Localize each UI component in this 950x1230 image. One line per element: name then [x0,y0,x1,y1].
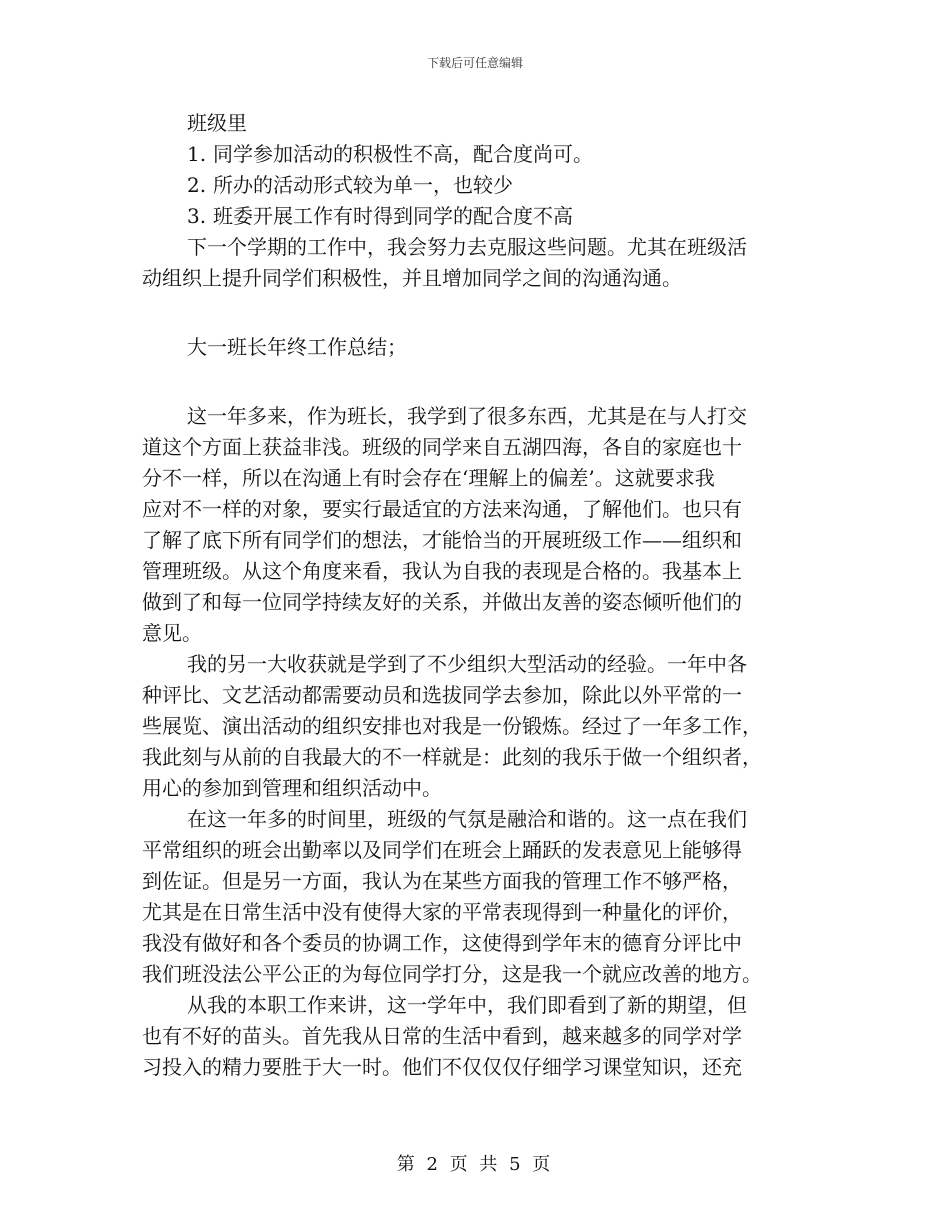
paragraph-line: 些展览、演出活动的组织安排也对我是一份锻炼。经过了一年多工作， [142,714,762,738]
paragraph-line: 道这个方面上获益非浅。班级的同学来自五湖四海，各自的家庭也十 [142,435,742,459]
header-note: 下载后可任意编辑 [426,56,523,70]
page-number: 第 2 页 共 5 页 [396,1154,554,1175]
document-body [142,108,810,1083]
spacer [142,363,810,401]
paragraph-line: 到佐证。但是另一方面，我认为在某些方面我的管理工作不够严格， [142,869,742,893]
intro-line: 班级里 [187,111,247,135]
paragraph-line: 平常组织的班会出勤率以及同学们在班会上踊跃的发表意见上能够得 [142,838,742,862]
list-number: 2. [187,173,207,197]
section-heading: 大一班长年终工作总结； [187,335,407,359]
paragraph-line: 动组织上提升同学们积极性，并且增加同学之间的沟通沟通。 [142,266,682,290]
paragraph-line: 习投入的精力要胜于大一时。他们不仅仅仅仔细学习课堂知识，还充 [142,1055,742,1079]
paragraph-line: 我没有做好和各个委员的协调工作，这使得到学年末的德育分评比中 [142,931,742,955]
paragraph-line: 我的另一大收获就是学到了不少组织大型活动的经验。一年中各 [187,652,747,676]
paragraph-line: 也有不好的苗头。首先我从日常的生活中看到，越来越多的同学对学 [142,1024,742,1048]
spacer [142,294,810,332]
list-text: 同学参加活动的积极性不高，配合度尚可。 [213,142,593,166]
paragraph-line: 意见。 [142,621,202,645]
paragraph-line: 我此刻与从前的自我最大的不一样就是：此刻的我乐于做一个组织者， [142,745,762,769]
paragraph-line: 应对不一样的对象，要实行最适宜的方法来沟通，了解他们。也只有 [142,497,742,521]
paragraph-line: 分不一样，所以在沟通上有时会存在‘理解上的偏差’。这就要求我 [142,466,715,490]
paragraph-line: 我们班没法公平公正的为每位同学打分，这是我一个就应改善的地方。 [142,962,762,986]
list-number: 1. [187,142,207,166]
paragraph-line: 这一年多来，作为班长，我学到了很多东西，尤其是在与人打交 [187,404,747,428]
list-text: 班委开展工作有时得到同学的配合度不高 [213,204,573,228]
paragraph-line: 了解了底下所有同学们的想法，才能恰当的开展班级工作——组织和 [142,528,742,552]
list-item [142,139,810,170]
paragraph-line: 做到了和每一位同学持续友好的关系，并做出友善的姿态倾听他们的 [142,590,742,614]
list-item [142,201,810,232]
paragraph-line: 在这一年多的时间里，班级的气氛是融洽和谐的。这一点在我们 [187,807,747,831]
paragraph-line: 种评比、文艺活动都需要动员和选拔同学去参加，除此以外平常的一 [142,683,742,707]
paragraph-line: 尤其是在日常生活中没有使得大家的平常表现得到一种量化的评价， [142,900,742,924]
paragraph-line: 管理班级。从这个角度来看，我认为自我的表现是合格的。我基本上 [142,559,742,583]
paragraph-line: 从我的本职工作来讲，这一学年中，我们即看到了新的期望，但 [187,993,747,1017]
paragraph-line: 下一个学期的工作中，我会努力去克服这些问题。尤其在班级活 [187,235,747,259]
list-item [142,170,810,201]
list-number: 3. [187,204,207,228]
list-text: 所办的活动形式较为单一，也较少 [213,173,513,197]
paragraph-line: 用心的参加到管理和组织活动中。 [142,776,442,800]
